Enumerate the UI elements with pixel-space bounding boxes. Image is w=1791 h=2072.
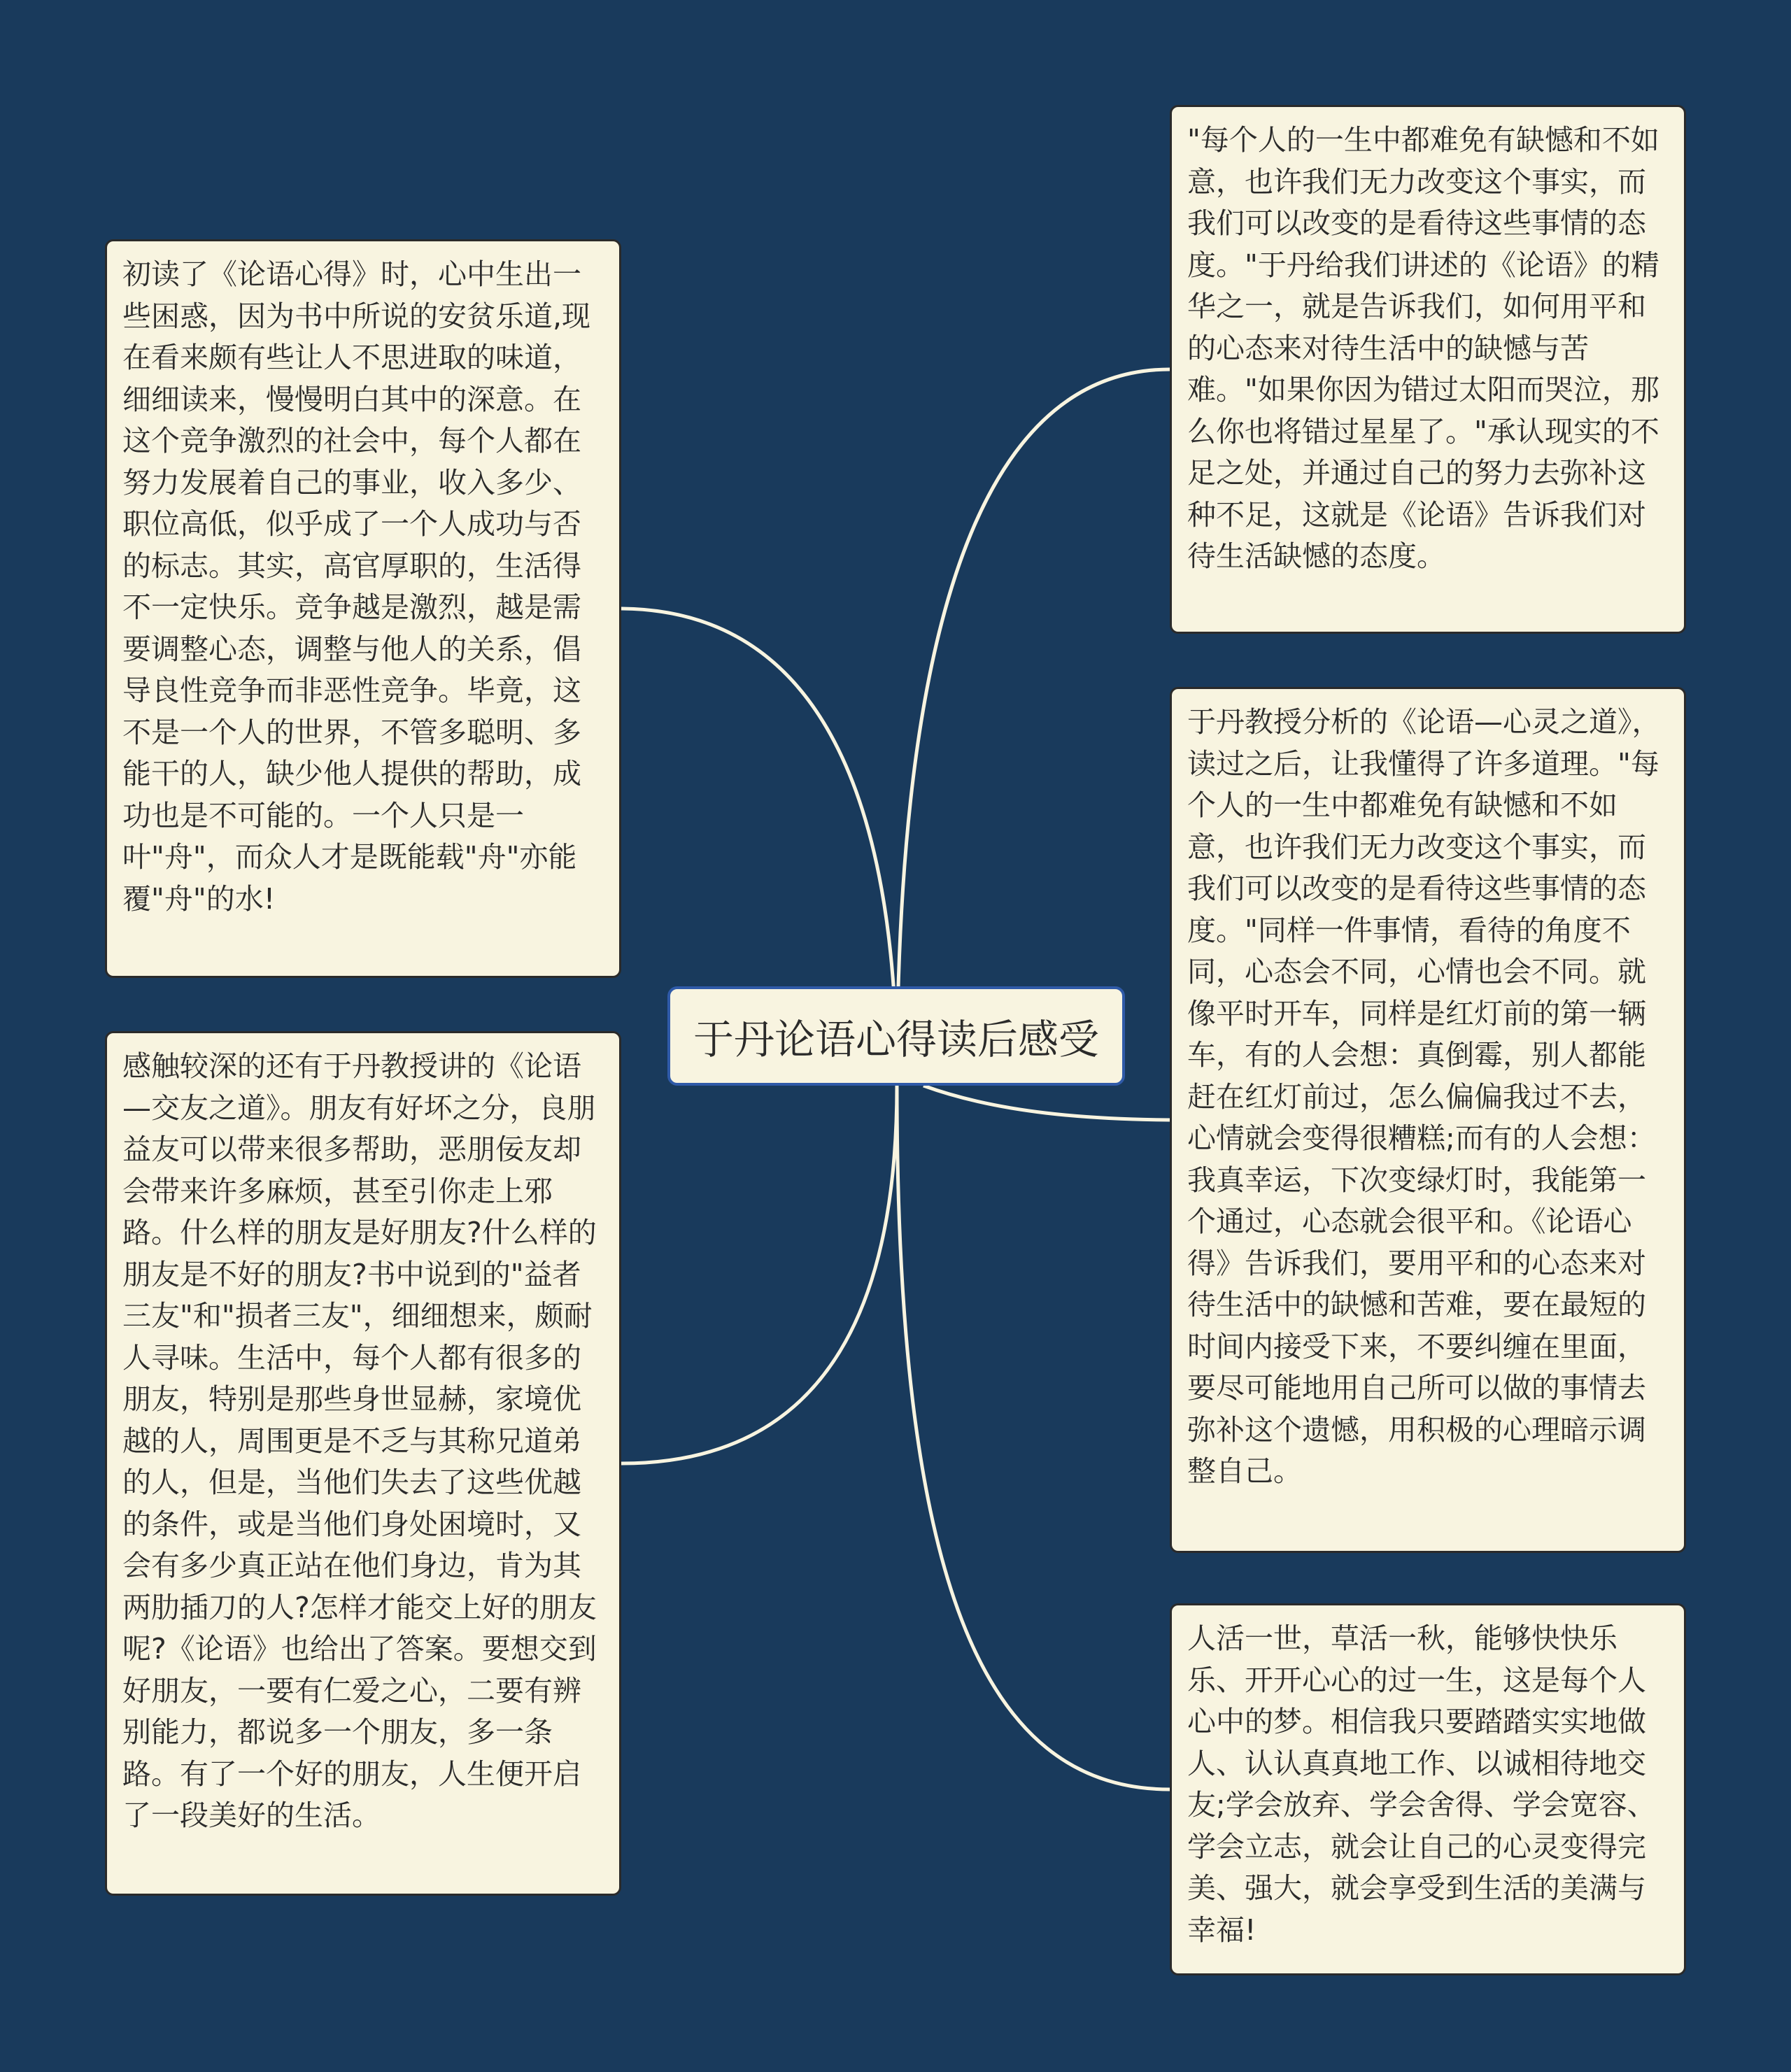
branch-node-right-2[interactable] (1170, 687, 1686, 1553)
center-topic[interactable] (667, 986, 1125, 1086)
connector-right-2 (923, 1086, 1170, 1120)
connector-left-2 (621, 1086, 897, 1463)
branch-node-text: 人活一世，草活一秋，能够快快乐乐、开开心心的过一生，这是每个人心中的梦。相信我只要踏踏实实地做人、认认真真地工作、以诚相待地交友;学会放弃、学会舍得、学会宽容、学会立志，就会让自己的心灵变得完美、强大，就会享受到生活的美满与幸福! (1187, 1622, 1656, 1947)
branch-node-left-1[interactable] (105, 239, 621, 978)
connector-right-3 (897, 1086, 1170, 1789)
branch-node-right-1[interactable] (1170, 105, 1686, 634)
center-topic-label: 于丹论语心得读后感受 (693, 1016, 1099, 1063)
branch-node-right-3[interactable] (1170, 1603, 1686, 1975)
branch-node-text: 初读了《论语心得》时，心中生出一些困惑，因为书中所说的安贫乐道,现在看来颇有些让人不思进取的味道，细细读来，慢慢明白其中的深意。在这个竞争激烈的社会中，每个人都在努力发展着自己的事业，收入多少、职位高低，似乎成了一个人成功与否的标志。其实，高官厚职的，生活得不一定快乐。竞争越是激烈，越是需要调整心态，调整与他人的关系，倡导良性竞争而非恶性竞争。毕竟，这不是一个人的世界，不管多聪明、多能干的人，缺少他人提供的帮助，成功也是不可能的。一个人只是一叶"舟"，而众人才是既能载"舟"亦能覆"舟"的水! (122, 257, 591, 916)
branch-node-left-2[interactable] (105, 1031, 621, 1896)
branch-node-text: 感触较深的还有于丹教授讲的《论语—交友之道》。朋友有好坏之分，良朋益友可以带来很多帮助，恶朋佞友却会带来许多麻烦，甚至引你走上邪路。什么样的朋友是好朋友?什么样的朋友是不好的朋友?书中说到的"益者三友"和"损者三友"，细细想来，颇耐人寻味。生活中，每个人都有很多的朋友，特别是那些身世显赫，家境优越的人，周围更是不乏与其称兄道弟的人，但是，当他们失去了这些优越的条件，或是当他们身处困境时，又会有多少真正站在他们身边，肯为其两肋插刀的人?怎样才能交上好的朋友呢?《论语》也给出了答案。要想交到好朋友，一要有仁爱之心，二要有辨别能力，都说多一个朋友，多一条路。有了一个好的朋友，人生便开启了一段美好的生活。 (122, 1049, 597, 1832)
branch-node-text: "每个人的一生中都难免有缺憾和不如意，也许我们无力改变这个事实，而我们可以改变的是看待这些事情的态度。"于丹给我们讲述的《论语》的精华之一，就是告诉我们，如何用平和的心态来对待生活中的缺憾与苦难。"如果你因为错过太阳而哭泣，那么你也将错过星星了。"承认现实的不足之处，并通过自己的努力去弥补这种不足，这就是《论语》告诉我们对待生活缺憾的态度。 (1187, 123, 1659, 573)
branch-node-text: 于丹教授分析的《论语—心灵之道》，读过之后，让我懂得了许多道理。"每个人的一生中都难免有缺憾和不如意，也许我们无力改变这个事实，而我们可以改变的是看待这些事情的态度。"同样一件事情，看待的角度不同，心态会不同，心情也会不同。就像平时开车，同样是红灯前的第一辆车，有的人会想：真倒霉，别人都能赶在红灯前过，怎么偏偏我过不去，心情就会变得很糟糕;而有的人会想：我真幸运，下次变绿灯时，我能第一个通过，心态就会很平和。《论语心得》告诉我们，要用平和的心态来对待生活中的缺憾和苦难，要在最短的时间内接受下来，不要纠缠在里面，要尽可能地用自己所可以做的事情去弥补这个遗憾，用积极的心理暗示调整自己。 (1187, 705, 1661, 1488)
connector-right-1 (897, 369, 1170, 1086)
